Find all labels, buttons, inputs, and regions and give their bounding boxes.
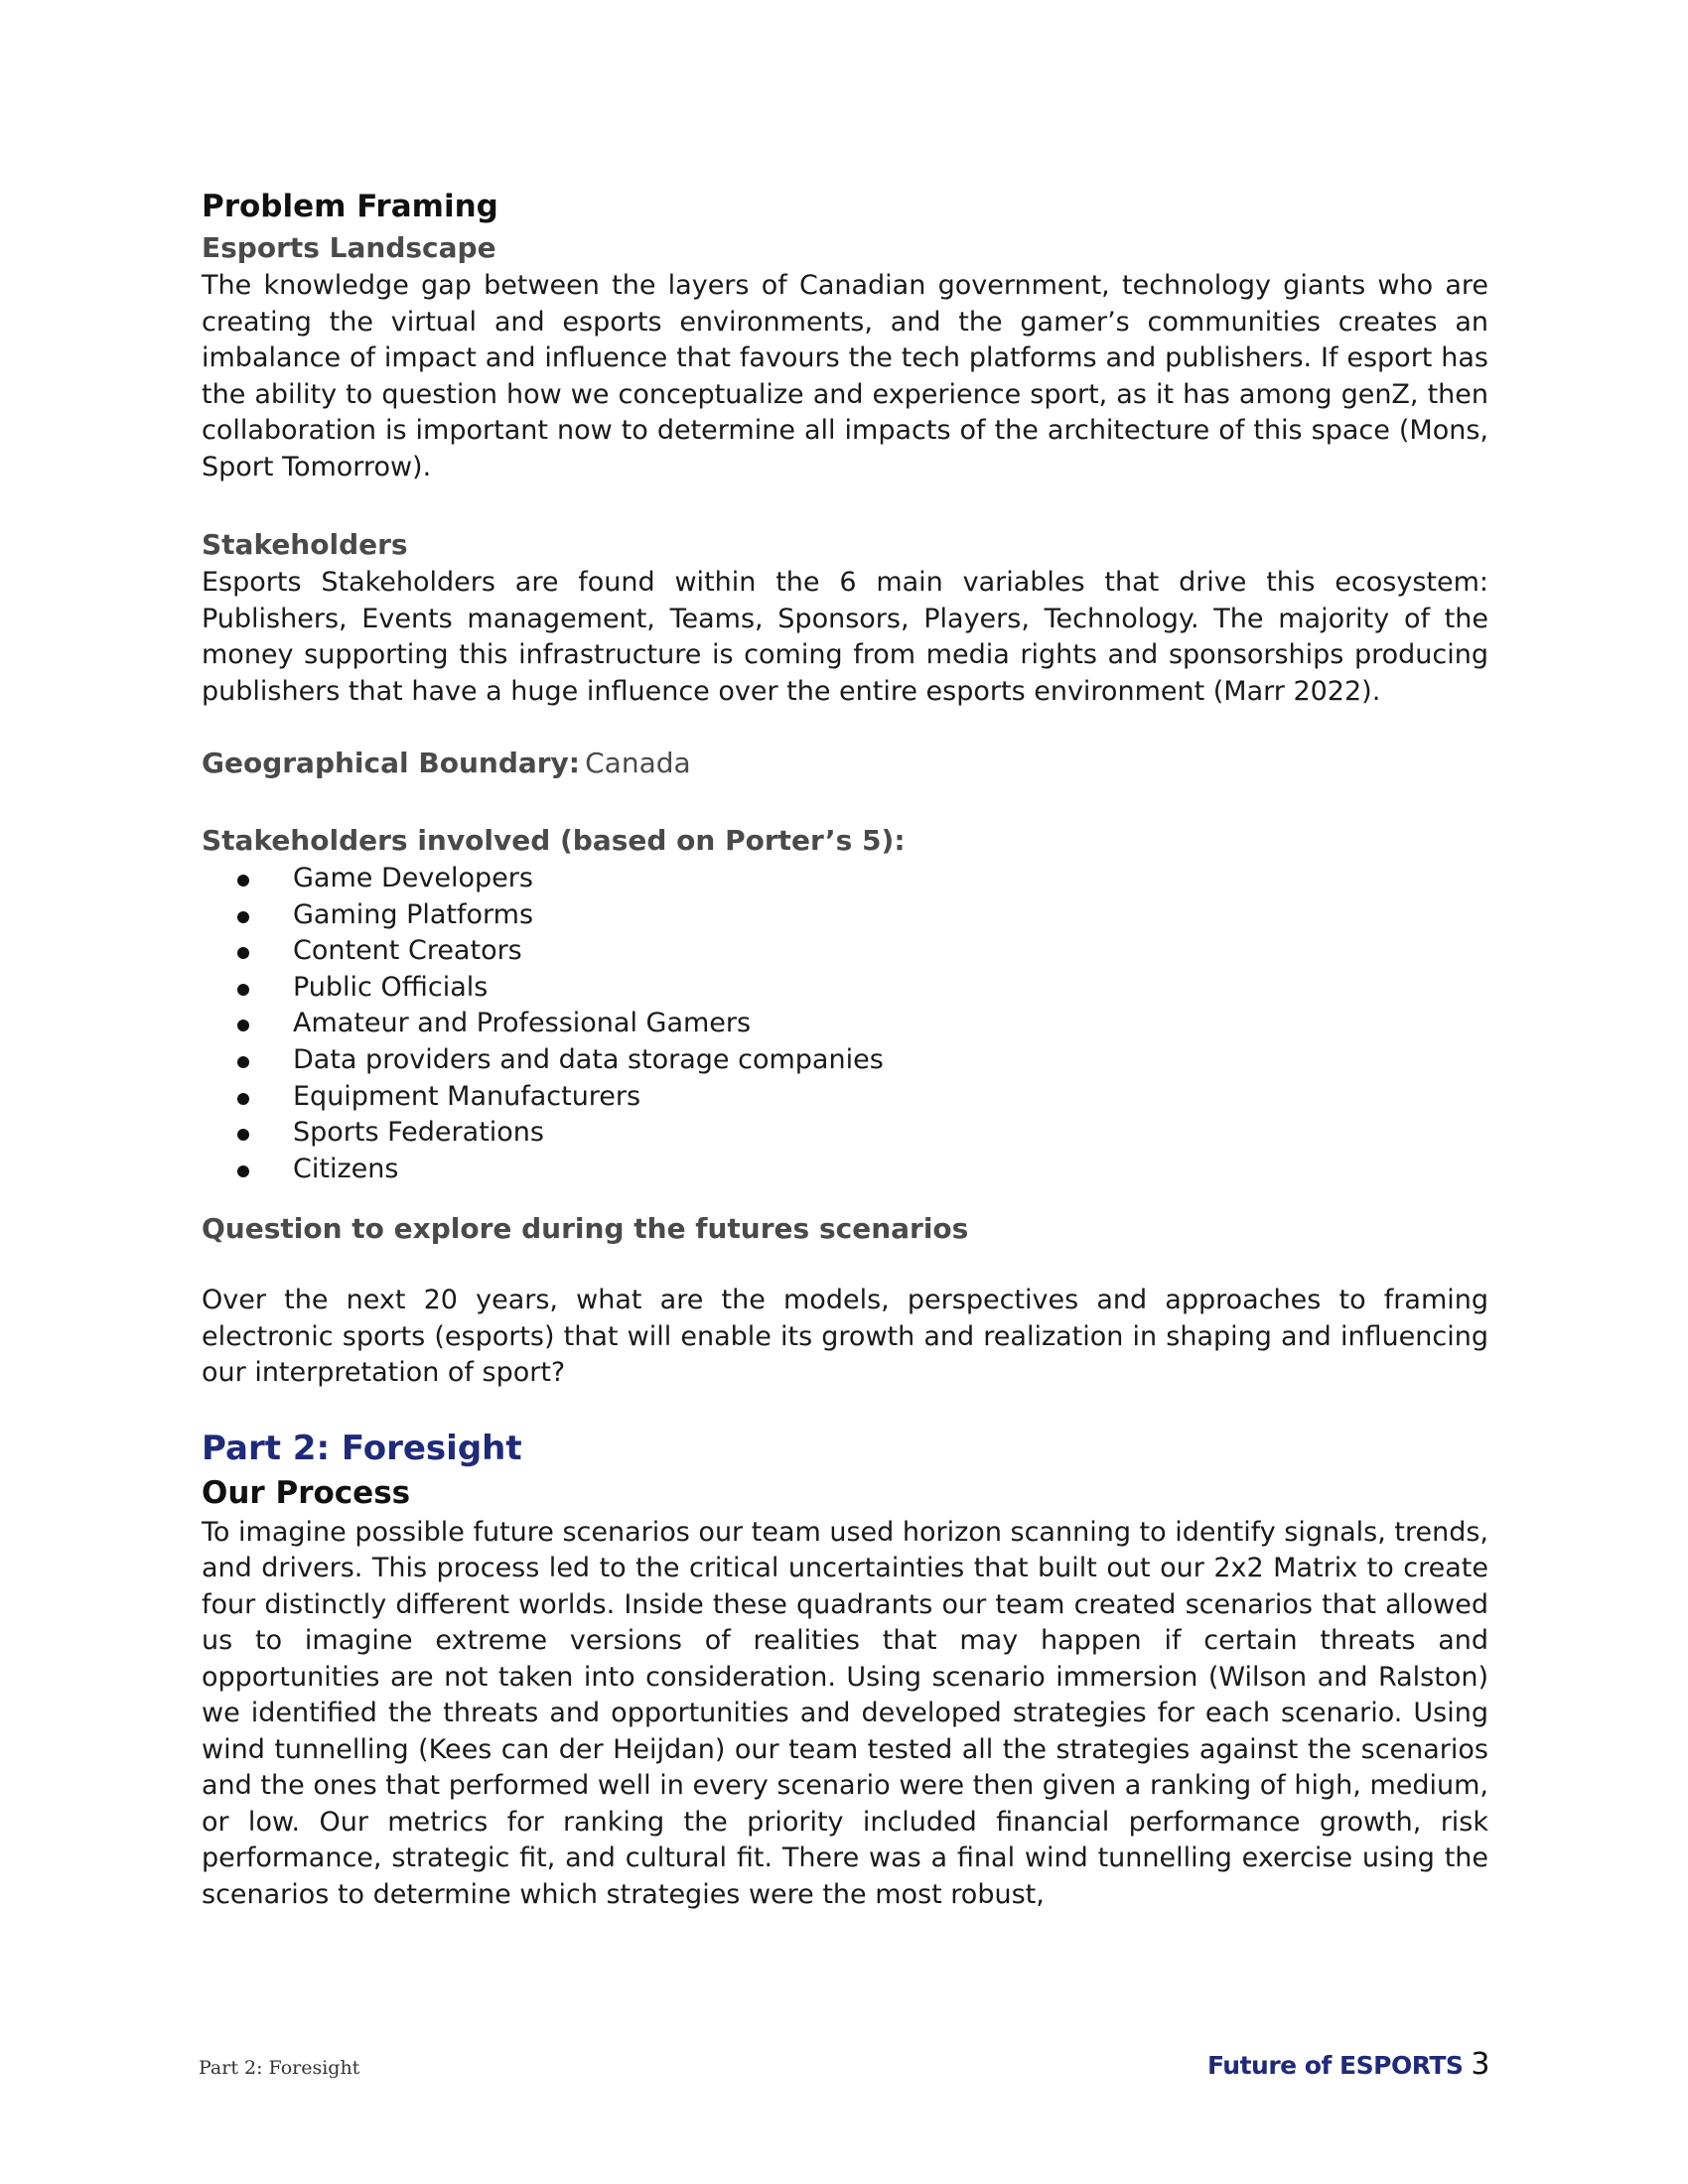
stakeholders-list bbox=[202, 861, 1488, 1187]
bullet-icon bbox=[237, 1020, 249, 1031]
part2-title: Part 2: Foresight bbox=[202, 1428, 522, 1468]
list-item-text: Content Creators bbox=[293, 935, 522, 967]
list-item-text: Equipment Manufacturers bbox=[293, 1080, 641, 1112]
list-item bbox=[202, 1079, 1488, 1116]
bullet-icon bbox=[237, 1165, 249, 1177]
bullet-icon bbox=[237, 911, 249, 923]
stakeholders-involved-heading: Stakeholders involved (based on Porter’s 5): bbox=[202, 824, 906, 857]
geographical-boundary-value: Canada bbox=[585, 747, 691, 779]
our-process-heading: Our Process bbox=[202, 1474, 411, 1511]
question-heading: Question to explore during the futures scenarios bbox=[202, 1212, 969, 1246]
geographical-boundary bbox=[202, 744, 1488, 787]
problem-framing-title: Problem Framing bbox=[202, 189, 498, 224]
list-item bbox=[202, 933, 1488, 970]
list-item-text: Game Developers bbox=[293, 863, 533, 893]
list-item bbox=[202, 970, 1488, 1007]
footer-section: Part 2: Foresight bbox=[199, 2057, 360, 2079]
footer-brand: Future of ESPORTS bbox=[1206, 2051, 1464, 2080]
page-number: 3 bbox=[1471, 2047, 1489, 2082]
bullet-icon bbox=[237, 1129, 249, 1141]
list-item-text: Amateur and Professional Gamers bbox=[293, 1008, 752, 1039]
geographical-boundary-label: Geographical Boundary: bbox=[202, 747, 581, 779]
list-item bbox=[202, 1152, 1488, 1188]
footer-brand-block bbox=[1207, 2047, 1489, 2082]
stakeholders-body: Esports Stakeholders are found within the 6 main variables that drive this ecosystem: Publishers, Events management, Teams, Sponsors, Players, Technology. The majority of the money supporting this infrastructure is coming from media rights and sponsorships producing publishers that have a huge influence over the entire esports environment (Marr 2022). bbox=[202, 567, 1488, 707]
bullet-icon bbox=[237, 984, 249, 996]
bullet-icon bbox=[237, 1056, 249, 1068]
esports-landscape-heading: Esports Landscape bbox=[202, 231, 496, 264]
stakeholders-heading: Stakeholders bbox=[202, 528, 408, 561]
list-item-text: Citizens bbox=[293, 1153, 399, 1184]
question-body: Over the next 20 years, what are the models, perspectives and approaches to framing electronic sports (esports) that will enable its growth and realization in shaping and influencing our interpretation of sport? bbox=[202, 1285, 1488, 1389]
bullet-icon bbox=[237, 875, 249, 887]
list-item bbox=[202, 897, 1488, 934]
list-item-text: Public Officials bbox=[293, 971, 489, 1003]
list-item-text: Sports Federations bbox=[293, 1117, 544, 1149]
list-item bbox=[202, 861, 1488, 897]
list-item-text: Data providers and data storage companies bbox=[293, 1043, 884, 1075]
bullet-icon bbox=[237, 1093, 249, 1105]
our-process-body: To imagine possible future scenarios our team used horizon scanning to identify signals, trends, and drivers. This process led to the critical uncertainties that built out our 2x2 Matrix to create four distinctly different worlds. Inside these quadrants our team created scenarios that allowed us to imagine extreme versions of realities that may happen if certain threats and opportunities are not taken into consideration. Using scenario immersion (Wilson and Ralston) we identified the threats and opportunities and developed strategies for each scenario. Using wind tunnelling (Kees can der Heijdan) our team tested all the strategies against the scenarios and the ones that performed well in every scenario were then given a ranking of high, medium, or low. Our metrics for ranking the priority included financial performance growth, risk performance, strategic fit, and cultural fit. There was a final wind tunnelling exercise using the scenarios to determine which strategies were the most robust, bbox=[202, 1516, 1488, 1910]
list-item bbox=[202, 1115, 1488, 1152]
list-item bbox=[202, 1042, 1488, 1079]
esports-landscape-body: The knowledge gap between the layers of Canadian government, technology giants who are creating the virtual and esports environments, and the gamer’s communities creates an imbalance of impact and influence that favours the tech platforms and publishers. If esport has the ability to question how we conceptualize and experience sport, as it has among genZ, then collaboration is important now to determine all impacts of the architecture of this space (Mons, Sport Tomorrow). bbox=[202, 270, 1488, 482]
list-item bbox=[202, 1006, 1488, 1042]
list-item-text: Gaming Platforms bbox=[293, 898, 534, 930]
document-page bbox=[202, 185, 1488, 1913]
bullet-icon bbox=[237, 947, 249, 959]
